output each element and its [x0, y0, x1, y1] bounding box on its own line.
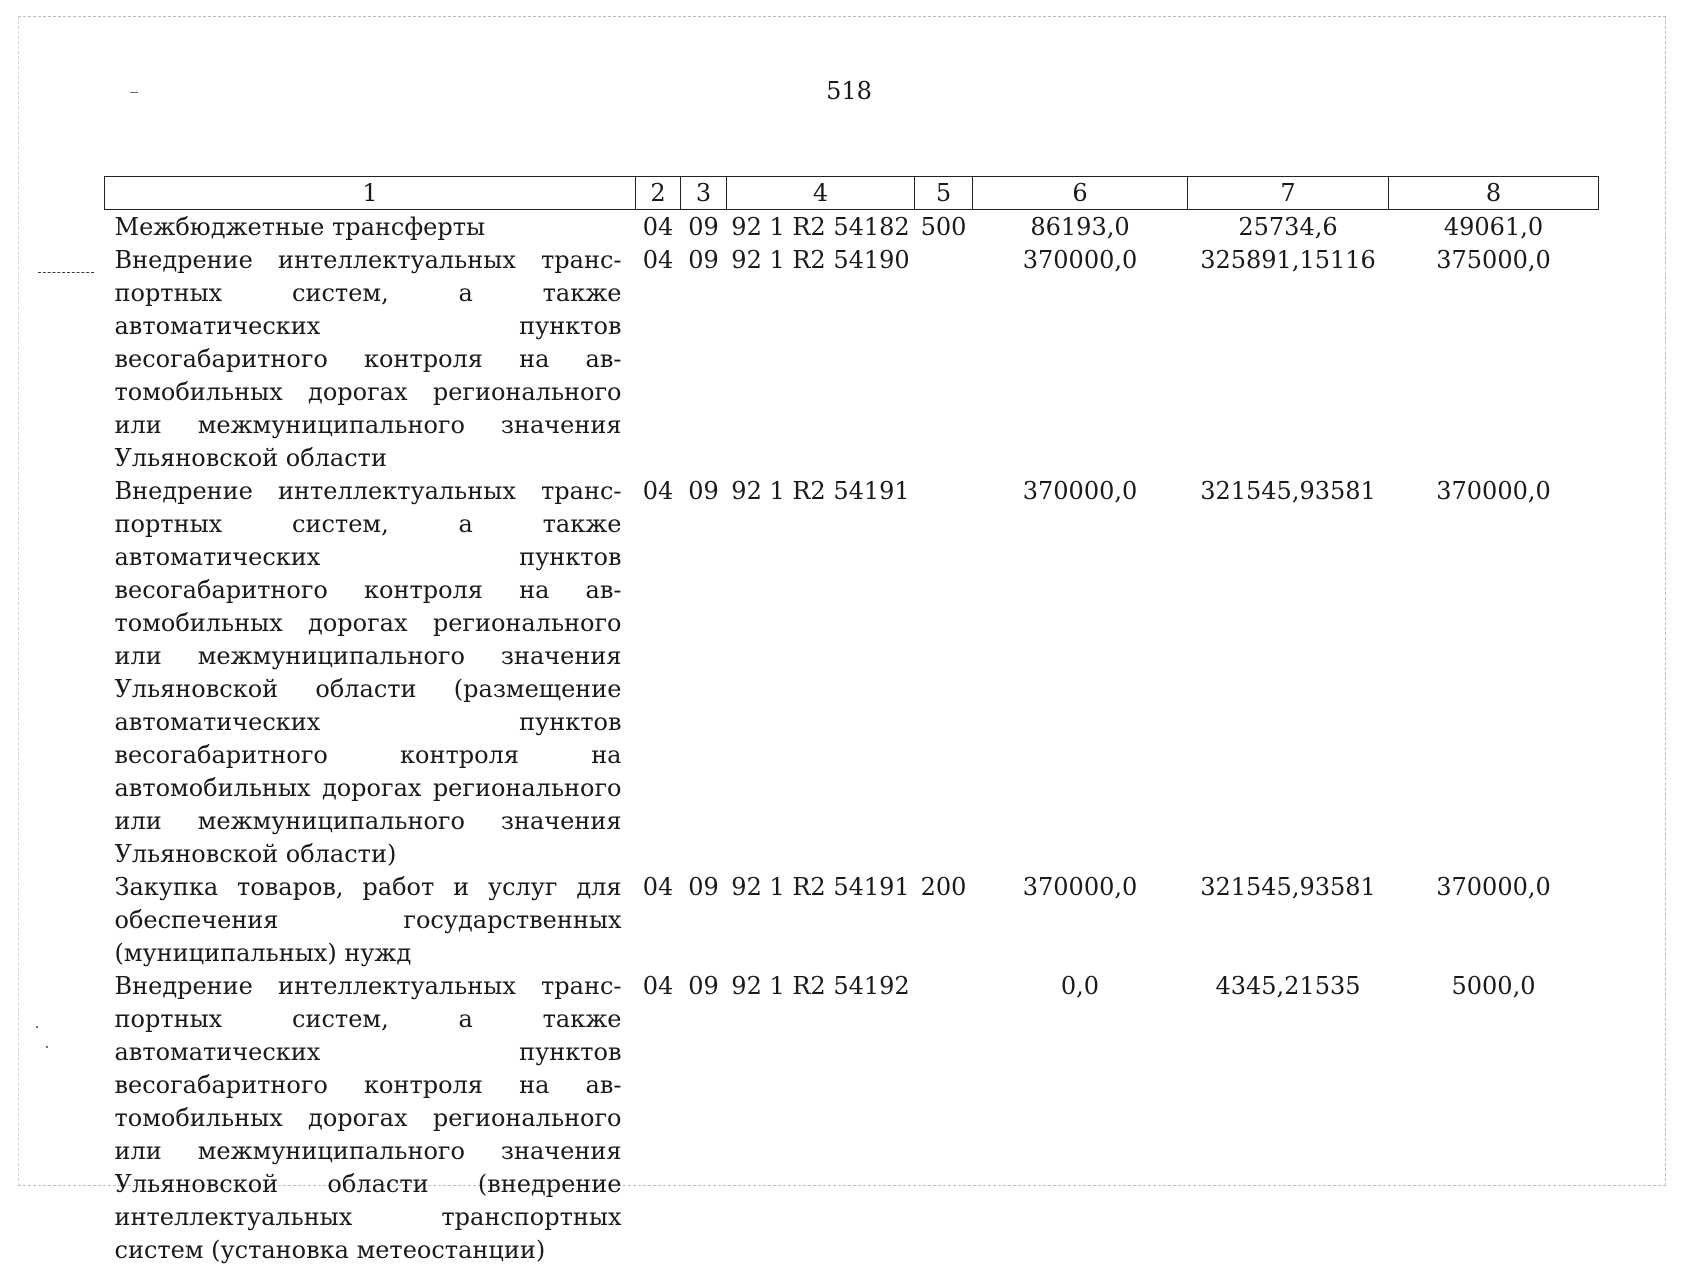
header-col-2: 2	[636, 177, 681, 210]
row-subsection: 09	[681, 970, 727, 1267]
row-subsection: 09	[681, 244, 727, 475]
row-target-code: 92 1 R2 54182	[727, 210, 915, 245]
table-header	[105, 177, 1599, 210]
row-subsection: 09	[681, 210, 727, 245]
row-amount-8: 370000,0	[1389, 871, 1599, 970]
row-section: 04	[636, 210, 681, 245]
row-expense-type: 200	[915, 871, 973, 970]
row-amount-8: 5000,0	[1389, 970, 1599, 1267]
row-amount-6: 370000,0	[973, 475, 1188, 871]
header-col-8: 8	[1389, 177, 1599, 210]
table-row	[105, 871, 1599, 970]
row-amount-6: 370000,0	[973, 871, 1188, 970]
row-amount-7: 321545,93581	[1188, 871, 1389, 970]
row-expense-type	[915, 970, 973, 1267]
margin-mark	[38, 272, 94, 273]
row-amount-7: 25734,6	[1188, 210, 1389, 245]
table-row	[105, 475, 1599, 871]
row-amount-6: 370000,0	[973, 244, 1188, 475]
row-description: Межбюджетные трансферты	[105, 210, 636, 245]
table-row	[105, 970, 1599, 1267]
header-col-5: 5	[915, 177, 973, 210]
row-amount-7: 325891,15116	[1188, 244, 1389, 475]
header-col-3: 3	[681, 177, 727, 210]
header-col-1: 1	[105, 177, 636, 210]
row-amount-8: 49061,0	[1389, 210, 1599, 245]
row-description: Внедрение интеллектуальных транспортных систем, а также автоматических пунктов весогабаритного контроля на автомобильных дорогах регионального или межмуниципального значения Ульяновской области	[105, 244, 636, 475]
margin-dot	[46, 1046, 48, 1048]
header-col-7: 7	[1188, 177, 1389, 210]
row-section: 04	[636, 244, 681, 475]
header-row	[105, 177, 1599, 210]
row-target-code: 92 1 R2 54191	[727, 475, 915, 871]
row-amount-8: 370000,0	[1389, 475, 1599, 871]
margin-dot	[36, 1026, 38, 1028]
row-subsection: 09	[681, 871, 727, 970]
header-col-6: 6	[973, 177, 1188, 210]
row-amount-7: 321545,93581	[1188, 475, 1389, 871]
row-amount-7: 4345,21535	[1188, 970, 1389, 1267]
row-description: Внедрение интеллектуальных транспортных систем, а также автоматических пунктов весогабаритного контроля на автомобильных дорогах регионального или межмуниципального значения Ульяновской области (размещение автоматических пунктов весогабаритного контроля на автомобильных дорогах регионального или межмуниципального значения Ульяновской области)	[105, 475, 636, 871]
row-section: 04	[636, 970, 681, 1267]
row-expense-type: 500	[915, 210, 973, 245]
row-target-code: 92 1 R2 54191	[727, 871, 915, 970]
header-col-4: 4	[727, 177, 915, 210]
table-row	[105, 244, 1599, 475]
row-description: Внедрение интеллектуальных транспортных систем, а также автоматических пунктов весогабаритного контроля на автомобильных дорогах регионального или межмуниципального значения Ульяновской области (внедрение интеллектуальных транспортных систем (установка метеостанции)	[105, 970, 636, 1267]
page-number: 518	[0, 76, 1698, 106]
row-amount-6: 86193,0	[973, 210, 1188, 245]
row-expense-type	[915, 475, 973, 871]
row-subsection: 09	[681, 475, 727, 871]
row-amount-6: 0,0	[973, 970, 1188, 1267]
row-section: 04	[636, 475, 681, 871]
budget-table	[104, 176, 1599, 1267]
row-expense-type	[915, 244, 973, 475]
row-target-code: 92 1 R2 54190	[727, 244, 915, 475]
row-section: 04	[636, 871, 681, 970]
table-row	[105, 210, 1599, 245]
row-amount-8: 375000,0	[1389, 244, 1599, 475]
table-body	[105, 210, 1599, 1267]
row-target-code: 92 1 R2 54192	[727, 970, 915, 1267]
row-description: Закупка товаров, работ и услуг для обеспечения государственных (муниципальных) нужд	[105, 871, 636, 970]
